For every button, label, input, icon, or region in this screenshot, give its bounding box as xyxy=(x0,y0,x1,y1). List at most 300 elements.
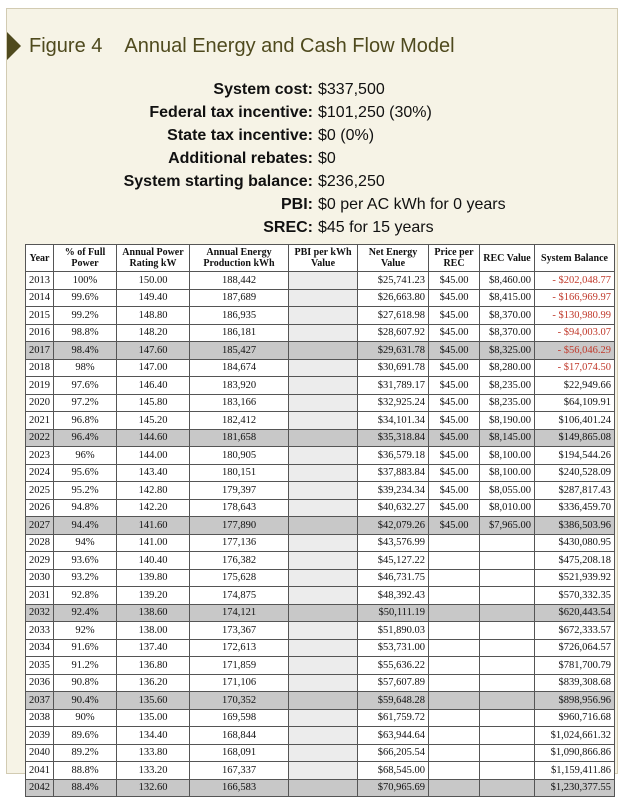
table-cell: 142.20 xyxy=(117,499,190,517)
table-cell: $27,618.98 xyxy=(358,307,429,325)
table-cell: $8,010.00 xyxy=(480,499,535,517)
table-cell: 94% xyxy=(54,534,117,552)
table-cell: $45.00 xyxy=(429,377,480,395)
table-cell: $59,648.28 xyxy=(358,692,429,710)
table-cell: 2016 xyxy=(26,324,54,342)
summary-label: System starting balance: xyxy=(123,173,313,190)
table-cell xyxy=(289,657,358,675)
table-row xyxy=(26,289,615,307)
table-row xyxy=(26,359,615,377)
table-cell: 180,905 xyxy=(190,447,289,465)
table-cell: $898,956.96 xyxy=(535,692,615,710)
column-header: PBI per kWh Value xyxy=(289,245,358,272)
table-cell: 144.00 xyxy=(117,447,190,465)
table-cell xyxy=(289,639,358,657)
table-cell: $45.00 xyxy=(429,429,480,447)
table-cell xyxy=(289,587,358,605)
table-cell: 180,151 xyxy=(190,464,289,482)
table-cell: $34,101.34 xyxy=(358,412,429,430)
table-cell: $51,890.03 xyxy=(358,622,429,640)
summary-label: PBI: xyxy=(281,196,313,213)
table-cell: 168,091 xyxy=(190,744,289,762)
table-cell: 2014 xyxy=(26,289,54,307)
table-cell: 167,337 xyxy=(190,762,289,780)
table-cell: $839,308.68 xyxy=(535,674,615,692)
table-cell: 166,583 xyxy=(190,779,289,797)
table-cell: $64,109.91 xyxy=(535,394,615,412)
summary-value: $236,250 xyxy=(318,173,385,190)
table-cell: 97.6% xyxy=(54,377,117,395)
table-cell: 2041 xyxy=(26,762,54,780)
arrow-marker-icon xyxy=(7,32,21,60)
table-cell: 93.6% xyxy=(54,552,117,570)
table-row xyxy=(26,657,615,675)
table-cell: $57,607.89 xyxy=(358,674,429,692)
table-cell: 98% xyxy=(54,359,117,377)
summary-row xyxy=(7,219,617,242)
table-cell xyxy=(480,779,535,797)
table-cell: $45.00 xyxy=(429,342,480,360)
table-cell: 2022 xyxy=(26,429,54,447)
column-header: Price per REC xyxy=(429,245,480,272)
table-cell: $48,392.43 xyxy=(358,587,429,605)
figure-header xyxy=(7,31,455,61)
table-cell: 95.2% xyxy=(54,482,117,500)
table-row xyxy=(26,377,615,395)
table-row xyxy=(26,744,615,762)
summary-row xyxy=(7,127,617,150)
table-cell: 171,106 xyxy=(190,674,289,692)
table-row xyxy=(26,482,615,500)
table-cell: 132.60 xyxy=(117,779,190,797)
table-cell: $672,333.57 xyxy=(535,622,615,640)
table-cell: 183,166 xyxy=(190,394,289,412)
table-cell xyxy=(480,762,535,780)
table-cell: 2030 xyxy=(26,569,54,587)
table-cell: 138.00 xyxy=(117,622,190,640)
table-cell: 185,427 xyxy=(190,342,289,360)
table-cell: $386,503.96 xyxy=(535,517,615,535)
table-cell xyxy=(289,552,358,570)
table-cell: $45.00 xyxy=(429,517,480,535)
table-cell: $45.00 xyxy=(429,359,480,377)
table-cell: 175,628 xyxy=(190,569,289,587)
table-cell xyxy=(429,552,480,570)
table-row xyxy=(26,692,615,710)
table-cell xyxy=(289,727,358,745)
table-cell: 2034 xyxy=(26,639,54,657)
table-cell: $53,731.00 xyxy=(358,639,429,657)
table-cell xyxy=(429,569,480,587)
table-cell: 135.00 xyxy=(117,709,190,727)
summary-row xyxy=(7,150,617,173)
table-cell xyxy=(480,674,535,692)
table-cell xyxy=(429,779,480,797)
table-cell: 2031 xyxy=(26,587,54,605)
table-cell: - $130,980.99 xyxy=(535,307,615,325)
table-cell: 146.40 xyxy=(117,377,190,395)
table-cell xyxy=(429,534,480,552)
table-cell: 91.6% xyxy=(54,639,117,657)
summary-label: Additional rebates: xyxy=(168,150,313,167)
table-cell: $430,080.95 xyxy=(535,534,615,552)
table-cell: 170,352 xyxy=(190,692,289,710)
table-cell: 100% xyxy=(54,272,117,290)
table-cell: 2038 xyxy=(26,709,54,727)
table-cell: 148.20 xyxy=(117,324,190,342)
table-cell: $50,111.19 xyxy=(358,604,429,622)
table-cell: $61,759.72 xyxy=(358,709,429,727)
table-cell: 2017 xyxy=(26,342,54,360)
table-cell: 139.20 xyxy=(117,587,190,605)
table-cell: 169,598 xyxy=(190,709,289,727)
table-cell: 2023 xyxy=(26,447,54,465)
table-cell: 2028 xyxy=(26,534,54,552)
cash-flow-table xyxy=(25,244,615,797)
table-row xyxy=(26,779,615,797)
table-cell: - $17,074.50 xyxy=(535,359,615,377)
table-cell xyxy=(429,604,480,622)
column-header: Annual Energy Production kWh xyxy=(190,245,289,272)
table-cell: 92.8% xyxy=(54,587,117,605)
table-cell: 2032 xyxy=(26,604,54,622)
table-cell: 187,689 xyxy=(190,289,289,307)
table-cell xyxy=(289,342,358,360)
table-cell: 2024 xyxy=(26,464,54,482)
table-cell xyxy=(289,464,358,482)
table-row xyxy=(26,272,615,290)
table-row xyxy=(26,534,615,552)
table-cell: 176,382 xyxy=(190,552,289,570)
table-cell: $336,459.70 xyxy=(535,499,615,517)
column-header: Year xyxy=(26,245,54,272)
table-cell xyxy=(480,727,535,745)
table-cell: 93.2% xyxy=(54,569,117,587)
table-cell: 141.60 xyxy=(117,517,190,535)
table-row xyxy=(26,552,615,570)
table-cell: 143.40 xyxy=(117,464,190,482)
table-cell: $7,965.00 xyxy=(480,517,535,535)
table-cell: $726,064.57 xyxy=(535,639,615,657)
table-cell: 149.40 xyxy=(117,289,190,307)
table-cell: $8,190.00 xyxy=(480,412,535,430)
table-cell: 2035 xyxy=(26,657,54,675)
table-cell xyxy=(289,709,358,727)
table-cell: 179,397 xyxy=(190,482,289,500)
table-cell xyxy=(429,744,480,762)
table-cell: 2026 xyxy=(26,499,54,517)
table-cell xyxy=(289,622,358,640)
table-cell: 144.60 xyxy=(117,429,190,447)
table-cell: $149,865.08 xyxy=(535,429,615,447)
table-cell: 94.4% xyxy=(54,517,117,535)
table-cell: $8,100.00 xyxy=(480,464,535,482)
table-cell: 99.2% xyxy=(54,307,117,325)
table-cell: 2025 xyxy=(26,482,54,500)
table-cell xyxy=(480,552,535,570)
table-cell xyxy=(289,517,358,535)
table-cell: $8,370.00 xyxy=(480,324,535,342)
table-row xyxy=(26,429,615,447)
table-cell: 171,859 xyxy=(190,657,289,675)
table-cell: $35,318.84 xyxy=(358,429,429,447)
table-cell: $36,579.18 xyxy=(358,447,429,465)
table-cell: 137.40 xyxy=(117,639,190,657)
table-row xyxy=(26,324,615,342)
table-cell: 172,613 xyxy=(190,639,289,657)
table-cell: 184,674 xyxy=(190,359,289,377)
table-cell xyxy=(289,534,358,552)
table-row xyxy=(26,709,615,727)
table-row xyxy=(26,727,615,745)
table-cell: $66,205.54 xyxy=(358,744,429,762)
table-row xyxy=(26,499,615,517)
summary-label: SREC: xyxy=(263,219,313,236)
table-cell: 2039 xyxy=(26,727,54,745)
table-cell: 91.2% xyxy=(54,657,117,675)
table-cell xyxy=(480,744,535,762)
table-row xyxy=(26,447,615,465)
column-header: System Balance xyxy=(535,245,615,272)
table-cell: 134.40 xyxy=(117,727,190,745)
table-cell: $8,415.00 xyxy=(480,289,535,307)
table-cell: 177,136 xyxy=(190,534,289,552)
table-cell: 2040 xyxy=(26,744,54,762)
table-cell: 147.60 xyxy=(117,342,190,360)
table-cell xyxy=(429,762,480,780)
table-row xyxy=(26,587,615,605)
table-row xyxy=(26,464,615,482)
table-cell xyxy=(289,482,358,500)
summary-value: $45 for 15 years xyxy=(318,219,434,236)
table-cell: 90% xyxy=(54,709,117,727)
summary-row xyxy=(7,81,617,104)
table-cell xyxy=(480,604,535,622)
table-cell: 2015 xyxy=(26,307,54,325)
table-row xyxy=(26,674,615,692)
table-row xyxy=(26,394,615,412)
table-cell: 142.80 xyxy=(117,482,190,500)
table-cell: $781,700.79 xyxy=(535,657,615,675)
table-cell: $22,949.66 xyxy=(535,377,615,395)
table-cell: 138.60 xyxy=(117,604,190,622)
table-cell: $8,325.00 xyxy=(480,342,535,360)
table-cell: 2036 xyxy=(26,674,54,692)
table-cell: $31,789.17 xyxy=(358,377,429,395)
summary-label: Federal tax incentive: xyxy=(149,104,313,121)
figure-panel xyxy=(6,8,618,794)
table-cell xyxy=(480,639,535,657)
table-cell xyxy=(429,709,480,727)
table-cell: $43,576.99 xyxy=(358,534,429,552)
table-cell xyxy=(480,587,535,605)
summary-row xyxy=(7,196,617,219)
table-cell: $39,234.34 xyxy=(358,482,429,500)
table-row xyxy=(26,412,615,430)
table-row xyxy=(26,762,615,780)
table-cell: 2019 xyxy=(26,377,54,395)
table-cell xyxy=(289,307,358,325)
table-cell: $55,636.22 xyxy=(358,657,429,675)
table-cell: $63,944.64 xyxy=(358,727,429,745)
table-cell: $29,631.78 xyxy=(358,342,429,360)
table-cell: 96% xyxy=(54,447,117,465)
table-cell: $45.00 xyxy=(429,289,480,307)
table-cell xyxy=(429,727,480,745)
table-cell: 168,844 xyxy=(190,727,289,745)
table-cell: $240,528.09 xyxy=(535,464,615,482)
table-cell xyxy=(429,622,480,640)
table-cell: $37,883.84 xyxy=(358,464,429,482)
table-cell: 177,890 xyxy=(190,517,289,535)
table-cell xyxy=(289,394,358,412)
table-cell: 174,121 xyxy=(190,604,289,622)
table-row xyxy=(26,622,615,640)
table-cell xyxy=(289,289,358,307)
table-cell xyxy=(480,534,535,552)
figure-label: Figure 4 xyxy=(29,34,103,57)
table-cell xyxy=(289,412,358,430)
table-cell: $45.00 xyxy=(429,324,480,342)
table-row xyxy=(26,342,615,360)
table-cell: - $56,046.29 xyxy=(535,342,615,360)
table-cell: $960,716.68 xyxy=(535,709,615,727)
table-cell: 89.6% xyxy=(54,727,117,745)
table-cell xyxy=(289,779,358,797)
table-cell: 150.00 xyxy=(117,272,190,290)
figure-title: Annual Energy and Cash Flow Model xyxy=(124,34,455,57)
table-cell xyxy=(289,499,358,517)
table-cell: 88.4% xyxy=(54,779,117,797)
table-cell: $28,607.92 xyxy=(358,324,429,342)
table-cell xyxy=(289,692,358,710)
table-cell: 94.8% xyxy=(54,499,117,517)
table-cell: 95.6% xyxy=(54,464,117,482)
table-cell: $45.00 xyxy=(429,447,480,465)
summary-row xyxy=(7,104,617,127)
table-cell: 186,935 xyxy=(190,307,289,325)
table-cell: $30,691.78 xyxy=(358,359,429,377)
table-cell xyxy=(429,587,480,605)
table-cell xyxy=(429,692,480,710)
table-cell: - $94,003.07 xyxy=(535,324,615,342)
table-cell: 145.20 xyxy=(117,412,190,430)
table-cell: $45,127.22 xyxy=(358,552,429,570)
table-cell: $8,280.00 xyxy=(480,359,535,377)
table-cell: 96.4% xyxy=(54,429,117,447)
table-cell xyxy=(480,692,535,710)
table-cell: 133.80 xyxy=(117,744,190,762)
column-header: % of Full Power xyxy=(54,245,117,272)
table-cell xyxy=(429,657,480,675)
table-cell: 178,643 xyxy=(190,499,289,517)
table-cell: 174,875 xyxy=(190,587,289,605)
table-cell: 89.2% xyxy=(54,744,117,762)
table-cell: 96.8% xyxy=(54,412,117,430)
summary-label: System cost: xyxy=(213,81,313,98)
table-cell: 173,367 xyxy=(190,622,289,640)
table-cell xyxy=(480,657,535,675)
table-cell xyxy=(289,569,358,587)
table-cell: 2018 xyxy=(26,359,54,377)
table-cell xyxy=(289,429,358,447)
summary-value: $101,250 (30%) xyxy=(318,104,432,121)
table-cell: 2033 xyxy=(26,622,54,640)
table-cell: $25,741.23 xyxy=(358,272,429,290)
table-cell: $8,235.00 xyxy=(480,377,535,395)
table-cell: 136.20 xyxy=(117,674,190,692)
table-cell: $194,544.26 xyxy=(535,447,615,465)
table-cell: 135.60 xyxy=(117,692,190,710)
table-cell: 140.40 xyxy=(117,552,190,570)
table-cell xyxy=(480,622,535,640)
table-cell: $1,024,661.32 xyxy=(535,727,615,745)
table-cell xyxy=(289,744,358,762)
table-cell: $45.00 xyxy=(429,412,480,430)
table-cell: 2021 xyxy=(26,412,54,430)
table-cell: $46,731.75 xyxy=(358,569,429,587)
table-cell: $8,370.00 xyxy=(480,307,535,325)
table-cell: $8,235.00 xyxy=(480,394,535,412)
table-cell: $8,055.00 xyxy=(480,482,535,500)
table-cell: 90.4% xyxy=(54,692,117,710)
column-header: Annual Power Rating kW xyxy=(117,245,190,272)
table-cell: 2037 xyxy=(26,692,54,710)
table-cell: 188,442 xyxy=(190,272,289,290)
table-cell xyxy=(480,569,535,587)
table-cell: $8,460.00 xyxy=(480,272,535,290)
table-cell: $42,079.26 xyxy=(358,517,429,535)
table-cell: $1,090,866.86 xyxy=(535,744,615,762)
table-cell: $40,632.27 xyxy=(358,499,429,517)
table-cell: 186,181 xyxy=(190,324,289,342)
table-cell: $620,443.54 xyxy=(535,604,615,622)
table-cell: 2013 xyxy=(26,272,54,290)
table-cell: 136.80 xyxy=(117,657,190,675)
summary-block xyxy=(7,81,617,242)
table-cell: 183,920 xyxy=(190,377,289,395)
table-cell: $8,145.00 xyxy=(480,429,535,447)
table-cell: 141.00 xyxy=(117,534,190,552)
table-cell: - $202,048.77 xyxy=(535,272,615,290)
table-header-row xyxy=(26,245,615,272)
table-cell: $1,230,377.55 xyxy=(535,779,615,797)
table-cell: 99.6% xyxy=(54,289,117,307)
table-cell xyxy=(289,272,358,290)
table-cell xyxy=(289,447,358,465)
summary-label: State tax incentive: xyxy=(167,127,313,144)
table-cell: $8,100.00 xyxy=(480,447,535,465)
table-row xyxy=(26,569,615,587)
table-cell: $45.00 xyxy=(429,272,480,290)
table-cell: 147.00 xyxy=(117,359,190,377)
table-cell: 88.8% xyxy=(54,762,117,780)
table-cell xyxy=(429,639,480,657)
table-cell: 133.20 xyxy=(117,762,190,780)
table-cell xyxy=(289,762,358,780)
table-cell: 2027 xyxy=(26,517,54,535)
table-cell: 90.8% xyxy=(54,674,117,692)
table-row xyxy=(26,604,615,622)
table-cell: $45.00 xyxy=(429,307,480,325)
table-cell: 92% xyxy=(54,622,117,640)
table-cell: 181,658 xyxy=(190,429,289,447)
table-cell: 139.80 xyxy=(117,569,190,587)
table-cell: $521,939.92 xyxy=(535,569,615,587)
table-cell xyxy=(480,709,535,727)
table-cell: $70,965.69 xyxy=(358,779,429,797)
table-cell xyxy=(429,674,480,692)
